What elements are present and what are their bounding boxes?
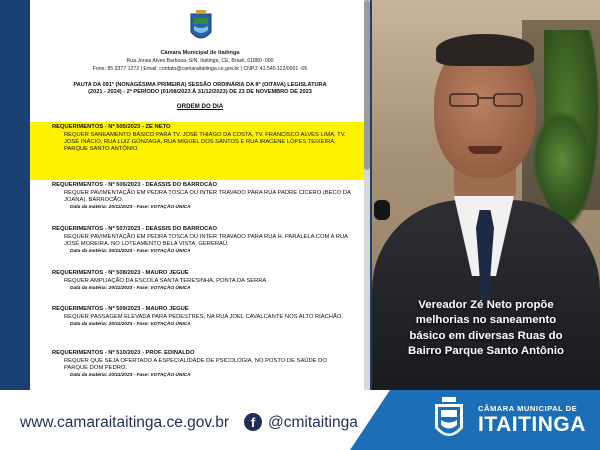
request-title: REQUERIMENTOS - Nº 505/2023 - ZE NETO <box>52 124 171 130</box>
agenda-document <box>30 0 370 390</box>
social-handle[interactable]: @cmitaitinga <box>268 414 358 431</box>
list-item <box>52 270 352 292</box>
photo-hair <box>436 34 534 66</box>
glasses-icon <box>446 92 526 108</box>
list-item <box>52 350 352 379</box>
website-link[interactable]: www.camaraitaitinga.ce.gov.br <box>20 414 230 431</box>
org-name: Câmara Municipal de Itaitinga <box>160 50 240 56</box>
microphone-icon <box>374 200 390 220</box>
camara-logo-icon <box>432 396 466 444</box>
pauta-heading <box>38 82 362 96</box>
request-text: REQUER PAVIMENTAÇÃO EM PEDRA TOSCA OU INTER TRAVADO PARA RUA PADRE CÍCERO (BECO DA JOANA), BARROCÃO. <box>64 189 351 203</box>
ordem-do-dia-title: ORDEM DO DIA <box>176 103 224 110</box>
request-title: REQUERIMENTOS - Nº 510/2023 - PROF. EDINALDO <box>52 350 195 356</box>
photo-caption <box>372 298 600 360</box>
request-text: REQUER PASSAGEM ELEVADA PARA PEDESTRES, NA RUA JOEL CAVALCANTE NOS ALTO RIACHÃO. <box>64 313 343 320</box>
caption-line-3: básico em diversas Ruas do <box>409 329 563 342</box>
pauta-line-1: PAUTA DA 091ª (NONAGÉSIMA PRIMEIRA) SESSÃO ORDINÁRIA DA 8ª (OITAVA) LEGISLATURA <box>73 82 327 88</box>
request-text: REQUER QUE SEJA OFERTADO A ESPECIALIDADE DE PSICOLOGIA, NO POSTO DE SAÚDE DO PARQUE DOM PEDRO. <box>64 357 327 371</box>
request-date: Data da matéria: 20/11/2023 - Fase: VOTAÇÃO ÚNICA <box>70 372 191 378</box>
photo-plant-lower <box>532 110 592 210</box>
caption-line-1: Vereador Zé Neto propõe <box>418 299 554 311</box>
request-text: REQUER SANEAMENTO BÁSICO PARA TV. JOSÉ THIAGO DA COSTA, TV. FRANCISCO ALVES LIMA, TV. JOSÉ INÁCIO, RUA LUIZ GONZAGA, RUA MIGUEL DOS SANTOS E RUA IRACENE LOPES TEIXEIRA, PARQUE SANTO ANTÔNIO. <box>64 131 346 152</box>
list-item <box>52 182 352 211</box>
document-scrollbar[interactable] <box>364 0 370 390</box>
municipal-crest-icon <box>188 8 214 46</box>
brand-name: ITAITINGA <box>478 413 586 436</box>
photo-mouth <box>468 146 502 154</box>
list-item <box>52 226 352 255</box>
request-date: Data da matéria: 20/11/2023 - Fase: VOTAÇÃO ÚNICA <box>70 285 191 291</box>
request-title: REQUERIMENTOS - Nº 509/2023 - MAURO JEGUE <box>52 306 189 312</box>
request-text: REQUER AMPLIAÇÃO DA ESCOLA SANTA TERESINHA, PONTA DA SERRA. <box>64 277 268 284</box>
request-date: Data da matéria: 20/11/2023 - Fase: VOTAÇÃO ÚNICA <box>70 248 191 254</box>
brand-subtitle: CÂMARA MUNICIPAL DE <box>478 404 578 413</box>
pauta-line-2: (2021 - 2024) - 2º PERÍODO (01/08/2023 À 31/12/2023) DE 23 DE NOVEMBRO DE 2023 <box>88 89 312 95</box>
request-date: Data da matéria: 20/11/2023 - Fase: VOTAÇÃO ÚNICA <box>70 321 191 327</box>
footer-bar <box>0 390 600 450</box>
request-date: Data da matéria: 20/11/2023 - Fase: VOTAÇÃO ÚNICA <box>70 204 191 210</box>
org-contact: Fone: 85 3377 1272 | Email: contato@camaraitaitinga.ce.gov.br | CNPJ: 41.545.112/0001 -05 <box>92 66 308 72</box>
list-item <box>52 306 352 328</box>
councilman-photo <box>372 0 600 390</box>
facebook-icon[interactable]: f <box>244 413 262 431</box>
request-title: REQUERIMENTOS - Nº 507/2023 - DEASSIS DO BARROCAO <box>52 226 218 232</box>
scrollbar-thumb[interactable] <box>364 0 370 170</box>
request-title: REQUERIMENTOS - Nº 508/2023 - MAURO JEGUE <box>52 270 189 276</box>
caption-line-4: Bairro Parque Santo Antônio <box>408 345 564 358</box>
request-title: REQUERIMENTOS - Nº 506/2023 - DEASSIS DO BARROCAO <box>52 182 218 188</box>
request-text: REQUER PAVIMENTAÇÃO EM PEDRA TOSCA OU INTER TRAVADO PARA RUA H, PARALELA COM A RUA JOSÉ MOREIRA, NO LOTEAMENTO BELA VISTA, GERERAÚ. <box>64 233 348 247</box>
caption-line-2: melhorias no saneamento <box>415 314 557 327</box>
list-item <box>52 124 352 153</box>
org-address: Rua Jonas Alves Barbosa, S/N, Itaitinga, CE, Brasil, 61880 -000 <box>126 58 274 64</box>
